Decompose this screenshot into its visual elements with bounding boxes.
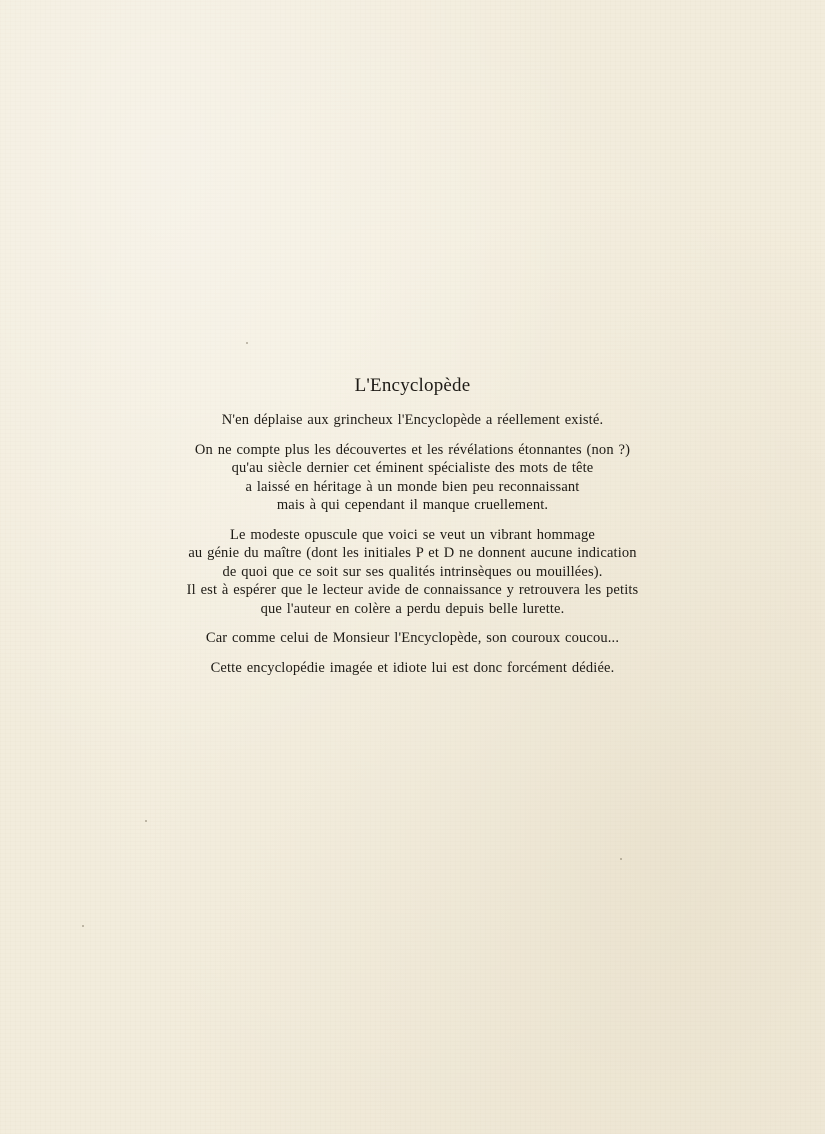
paper-speck (620, 858, 622, 860)
text-line: mais à qui cependant il manque cruellement. (276, 497, 549, 513)
paragraph-5 (0, 659, 825, 678)
text-line: que l'auteur en colère a perdu depuis belle lurette. (260, 600, 565, 617)
text-line: Le modeste opuscule que voici se veut un vibrant hommage (230, 526, 595, 543)
text-line: N'en déplaise aux grincheux l'Encyclopède a réellement existé. (221, 412, 604, 428)
paper-speck (246, 342, 248, 344)
text-line: qu'au siècle dernier cet éminent spécialiste des mots de tête (231, 460, 594, 476)
text-line: Il est à espérer que le lecteur avide de connaissance y retrouvera les petits (186, 582, 639, 598)
paragraph-1 (0, 411, 825, 430)
text-line: Car comme celui de Monsieur l'Encyclopède, son couroux coucou... (205, 630, 620, 646)
paragraph-3 (0, 526, 825, 619)
text-line: On ne compte plus les découvertes et les révélations étonnantes (non ?) (194, 441, 631, 458)
paragraph-2 (0, 441, 825, 515)
paper-speck (82, 925, 84, 927)
dedication-text (0, 374, 825, 688)
paper-speck (145, 820, 147, 822)
text-line: a laissé en héritage à un monde bien peu reconnaissant (245, 478, 580, 495)
paragraph-4 (0, 629, 825, 648)
page-title: L'Encyclopède (354, 375, 471, 396)
text-line: de quoi que ce soit sur ses qualités intrinsèques ou mouillées). (222, 563, 603, 580)
text-line: au génie du maître (dont les initiales P et D ne donnent aucune indication (188, 545, 637, 561)
text-line: Cette encyclopédie imagée et idiote lui est donc forcément dédiée. (210, 659, 615, 676)
